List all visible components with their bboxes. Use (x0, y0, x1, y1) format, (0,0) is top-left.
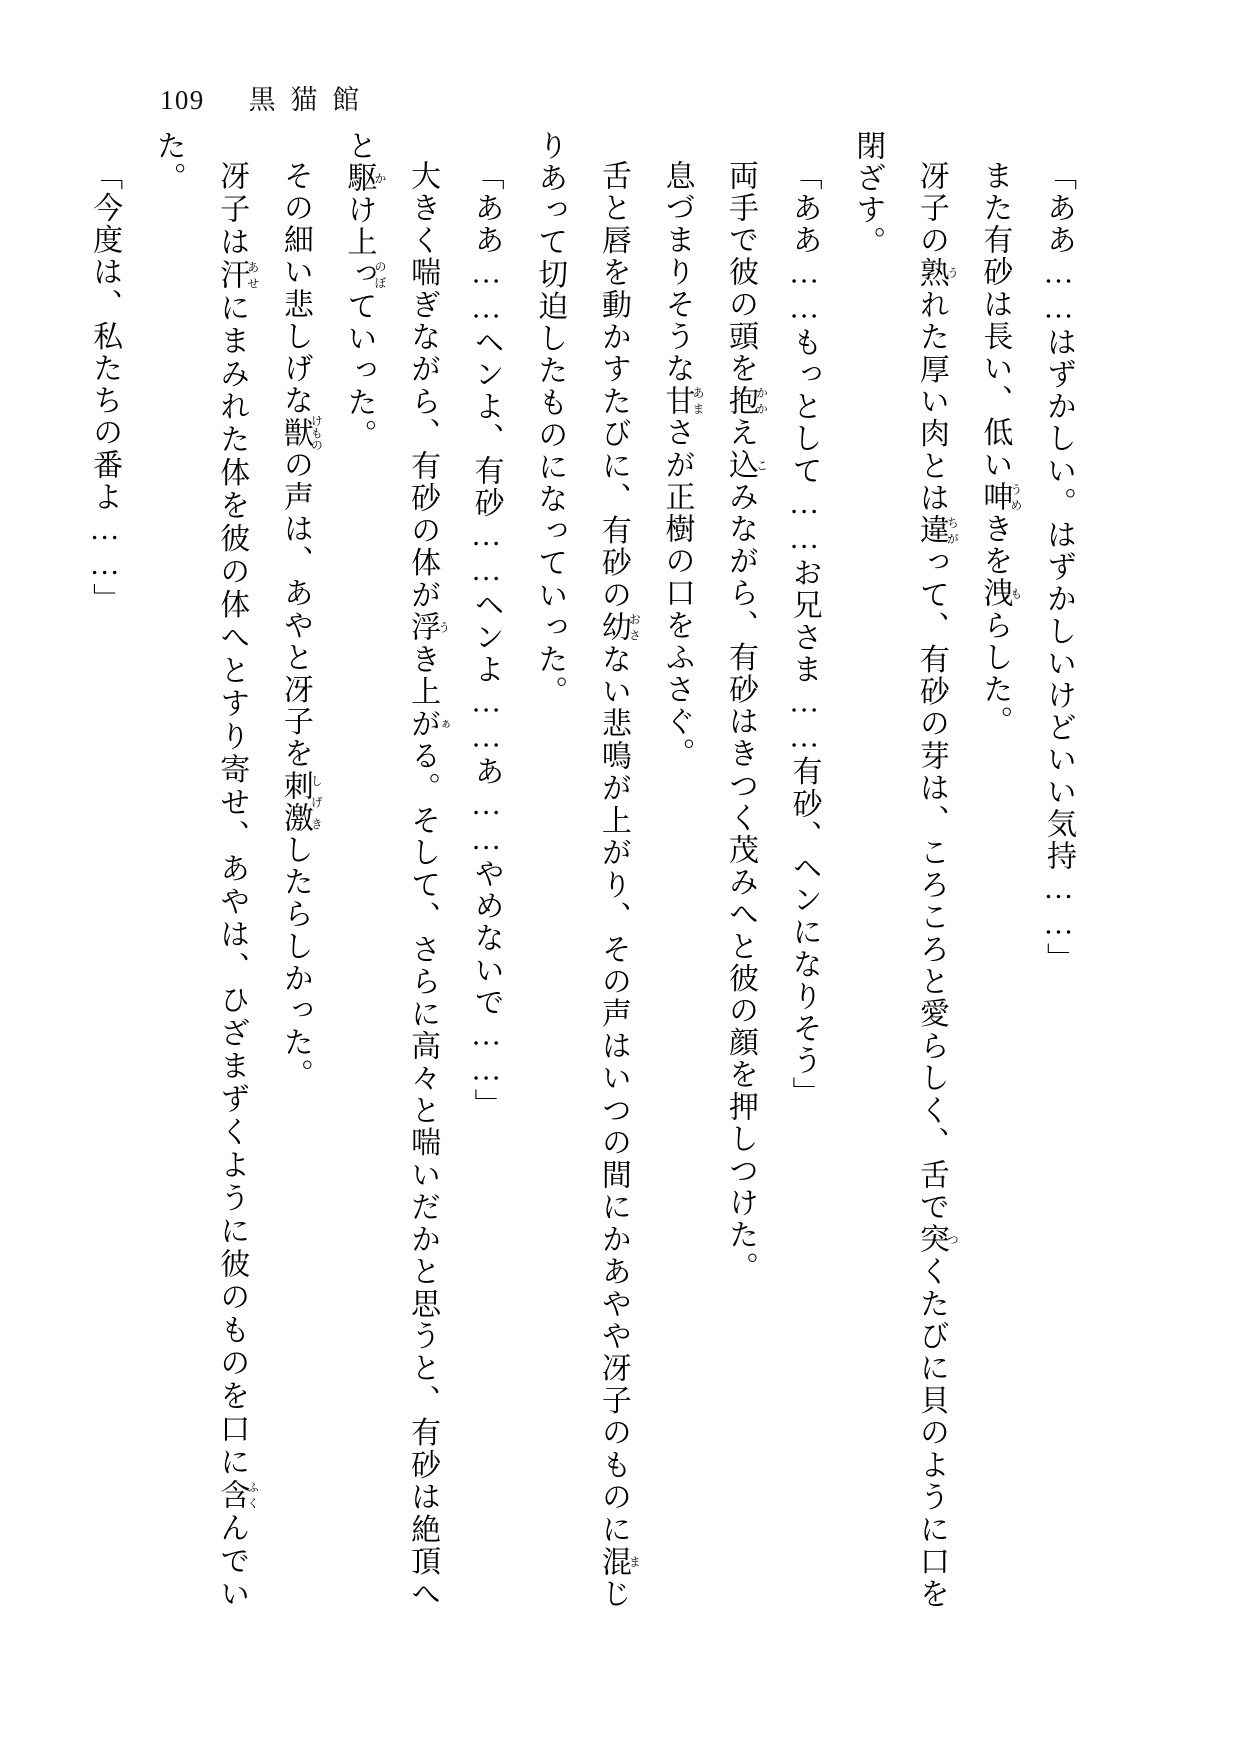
page-header (160, 78, 374, 117)
paragraph: 「ああ……ヘンよ、有砂……ヘンよ……あ……やめないで……」 (469, 160, 503, 1121)
ruby-text: 幼おさ (596, 611, 642, 644)
furigana: しげき (309, 769, 324, 835)
ruby-text: 浮う (406, 611, 451, 644)
paragraph: 「今度は、私たちの番よ……」 (88, 160, 122, 616)
ruby-text: 刺激しげき (278, 769, 324, 835)
furigana: のぼ (372, 258, 387, 291)
paragraph: 冴子は汗あせにまみれた体を彼の体へとすり寄せ、あやは、ひざまずくように彼のものを口に含ふくんでいた。 (151, 130, 260, 1610)
furigana: おさ (627, 611, 642, 644)
furigana: あせ (245, 258, 260, 292)
ruby-text: 汗あせ (215, 258, 260, 292)
ruby-text: 呻うめ (978, 481, 1023, 514)
vertical-body-text (88, 130, 1090, 1610)
paragraph: その細い悲しげな獣けものの声は、あやと冴子を刺激しげきしたらしかった。 (278, 160, 324, 1091)
furigana: も (1008, 577, 1023, 610)
paragraph: 大きく喘ぎながら、有砂の体が浮うき上がぁる。そして、さらに高々と喘いだかと思うと、有砂は絶頂へと駆かけ上っのぼていった。 (342, 130, 451, 1610)
paragraph: 「ああ……はずかしい。はずかしいけどいい気持……」 (1042, 160, 1075, 975)
ruby-text: 獣けもの (278, 414, 324, 452)
furigana: けもの (309, 414, 324, 452)
furigana: か (372, 162, 387, 195)
paragraph: 舌と唇を動かすたびに、有砂の幼おさない悲鳴が上がり、その声はいつの間にかあやや冴子のものに混まじりあって切迫したものになっていった。 (533, 130, 642, 1610)
ruby-text: 熟う (914, 256, 960, 289)
paragraph: 「ああ……もっとして……お兄さま……有砂、ヘンになりそう」 (787, 160, 821, 1109)
ruby-text: 突つ (914, 1223, 960, 1256)
paragraph: 息づまりそうな甘あまさが正樹の口をふさぐ。 (660, 160, 705, 770)
ruby-text: っのぼ (342, 258, 387, 291)
furigana: こ (754, 448, 769, 482)
furigana: つ (945, 1223, 960, 1256)
ruby-text: 駆か (342, 162, 387, 195)
ruby-text: 抱かか (724, 384, 769, 417)
page-number: 109 (160, 85, 205, 115)
ruby-text: 洩も (978, 577, 1023, 610)
running-title: 黒猫館 (248, 85, 375, 115)
paragraph: 冴子の熟うれた厚い肉とは違ちがって、有砂の芽は、ころころと愛らしく、舌で突つくたびに貝のように口を閉ざす。 (851, 130, 960, 1610)
furigana: うめ (1008, 481, 1023, 514)
ruby-text: 込こ (724, 448, 769, 482)
furigana: ふく (245, 1478, 260, 1512)
furigana: あま (690, 384, 705, 417)
furigana: ま (627, 1545, 642, 1578)
ruby-text: 甘あま (660, 384, 705, 417)
ruby-text: 違ちが (914, 514, 960, 547)
furigana: ぁ (436, 707, 451, 740)
furigana: う (436, 611, 451, 644)
ruby-text: 含ふく (215, 1478, 260, 1512)
furigana: かか (754, 384, 769, 417)
ruby-text: がぁ (406, 707, 451, 741)
ruby-text: 混ま (596, 1545, 642, 1578)
paragraph: また有砂は長い、低い呻うめきを洩もらした。 (978, 160, 1023, 738)
furigana: う (945, 256, 960, 289)
paragraph: 両手で彼の頭を抱かかえ込こみながら、有砂はきつく茂みへと彼の顔を押しつけた。 (724, 160, 769, 1284)
furigana: ちが (945, 514, 960, 547)
